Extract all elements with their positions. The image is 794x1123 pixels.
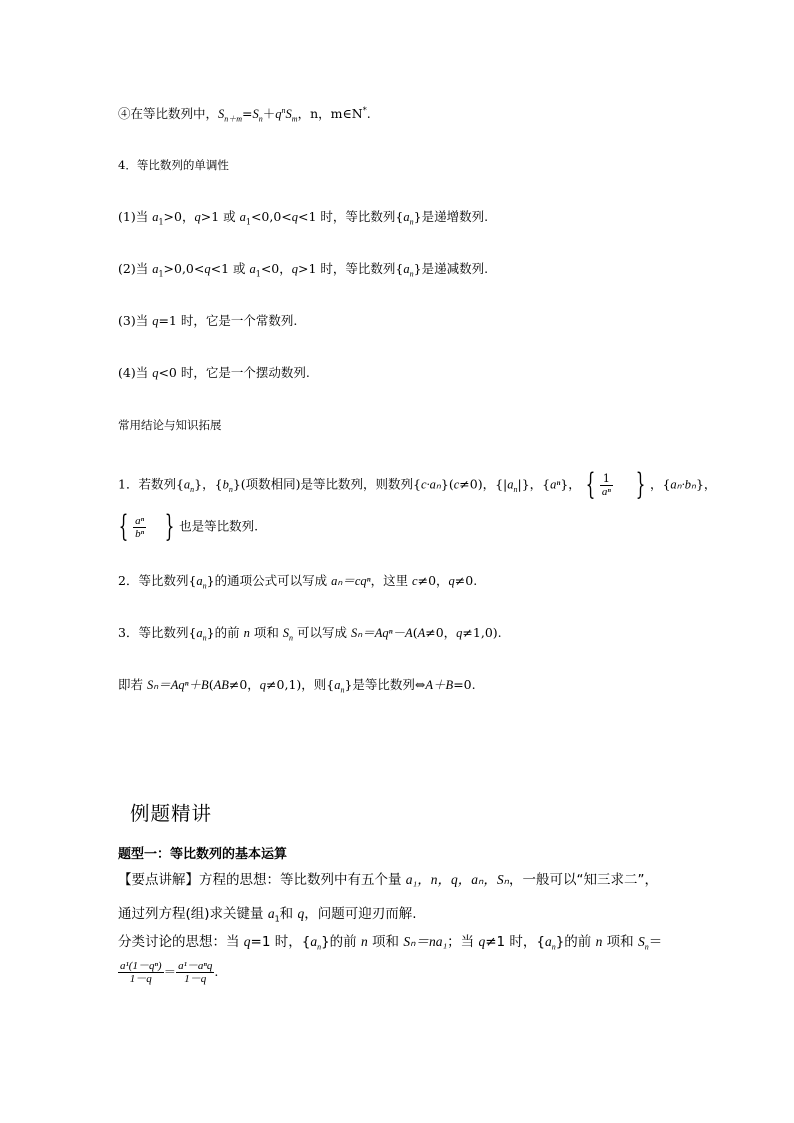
sum-formula: $\frac{\text{a¹(1－qⁿ)}}{1-q}$ ＝ $\frac{\text{a¹－aⁿq}}{1-q}$ . bbox=[120, 960, 219, 985]
conclusion-1: 1．若数列$\{a_n\}$，$\{b_n\}$(项数相同)是等比数列，则数列{c·aₙ}(c≠0)，$\{|a_n|\}$，{aⁿ}， { $\frac{1}{\text{aⁿ}}$ } ，{aₙ·bₙ}， bbox=[118, 467, 717, 502]
sum-fraction-1: $\frac{\text{a¹(1－qⁿ)}}{1-q}$ bbox=[120, 960, 162, 985]
heading-common-conclusions: 常用结论与知识拓展 bbox=[118, 418, 222, 432]
sum-fraction-2: $\frac{\text{a¹－aⁿq}}{1-q}$ bbox=[178, 960, 213, 985]
right-brace-icon: } bbox=[164, 509, 175, 544]
monotonic-4: (4)当 q<0 时，它是一个摆动数列. bbox=[118, 365, 310, 380]
reciprocal-fraction: $\frac{1}{\text{aⁿ}}$ bbox=[601, 471, 611, 498]
conclusion-1-cont: { $\frac{\text{aⁿ}}{\text{bⁿ}}$ } 也是等比数列. bbox=[118, 509, 259, 544]
property-4: ④在等比数列中，$S_{n+m}=S_n+q^nS_m$，n，m∈N*. bbox=[118, 105, 371, 124]
monotonic-2: (2)当 $a_1>0,0<q<1$ 或 $a_1<0$，q>1 时，等比数列$\{a_n\}$是递减数列. bbox=[118, 261, 489, 279]
right-brace-icon: } bbox=[635, 467, 646, 502]
left-brace-icon: { bbox=[585, 467, 596, 502]
conclusion-2: 2．等比数列$\{a_n\}$的通项公式可以写成 aₙ＝cqⁿ，这里 c≠0，q≠0. bbox=[118, 573, 478, 591]
monotonic-3: (3)当 q=1 时，它是一个常数列. bbox=[118, 313, 298, 328]
monotonic-1: (1)当 $a_1>0$，q>1 或 $a_1<0,0<q<1$ 时，等比数列$\{a_n\}$是递增数列. bbox=[118, 209, 489, 227]
heading-monotonicity: 4．等比数列的单调性 bbox=[118, 158, 229, 172]
conclusion-3: 3．等比数列$\{a_n\}$的前 n 项和 $S_n$ 可以写成 Sₙ＝Aqⁿ－A(A≠0，q≠1,0). bbox=[118, 625, 502, 643]
section-title-examples: 例题精讲 bbox=[130, 802, 213, 825]
explanation-line-2: 通过列方程(组)求关键量 $a_1$和 q，问题可迎刃而解. bbox=[118, 906, 417, 924]
type-heading-1: 题型一：等比数列的基本运算 bbox=[118, 847, 288, 862]
ratio-fraction: $\frac{\text{aⁿ}}{\text{bⁿ}}$ bbox=[135, 514, 145, 540]
left-brace-icon: { bbox=[118, 509, 129, 544]
conclusion-4: 即若 Sₙ＝Aqⁿ＋B(AB≠0，q≠0,1)，则$\{a_n\}$是等比数列⇔A＋B=0. bbox=[118, 677, 476, 695]
explanation-line-3: 分类讨论的思想：当 q=1 时，$\{a_n\}$的前 n 项和 Sₙ＝na₁；当 q≠1 时，$\{a_n\}$的前 n 项和 $S_n=$ bbox=[118, 934, 663, 952]
explanation-line-1: 【要点讲解】方程的思想：等比数列中有五个量 a₁，n，q，aₙ，Sₙ，一般可以“知三求二”， bbox=[118, 872, 658, 888]
